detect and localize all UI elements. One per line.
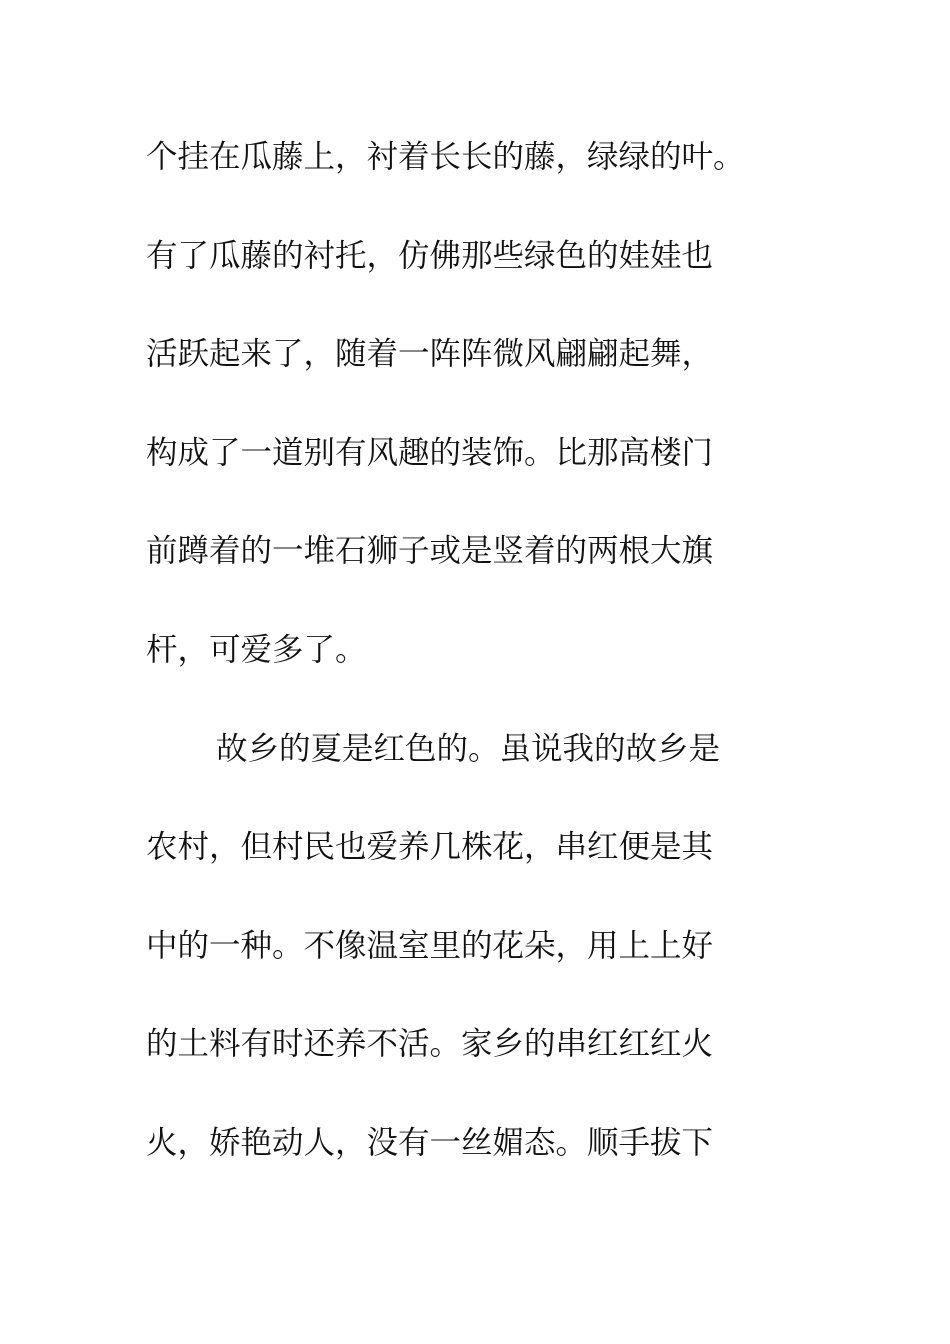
text-line: 的土料有时还养不活。家乡的串红红红火 xyxy=(146,1026,714,1063)
text-line: 火，娇艳动人，没有一丝媚态。顺手拔下 xyxy=(146,1124,714,1161)
text-line: 活跃起来了，随着一阵阵微风翩翩起舞， xyxy=(146,336,714,373)
text-line: 构成了一道别有风趣的装饰。比那高楼门 xyxy=(146,434,714,471)
text-line: 前蹲着的一堆石狮子或是竖着的两根大旗 xyxy=(146,533,714,570)
text-line: 杆，可爱多了。 xyxy=(146,631,367,668)
text-line: 中的一种。不像温室里的花朵，用上上好 xyxy=(146,927,714,964)
text-line: 个挂在瓜藤上，衬着长长的藤，绿绿的叶。 xyxy=(146,139,745,175)
paragraph-first-line: 故乡的夏是红色的。虽说我的故乡是 xyxy=(216,730,721,767)
body-text xyxy=(146,126,826,1211)
text-line: 农村，但村民也爱养几株花，串红便是其 xyxy=(146,829,714,866)
text-line: 有了瓜藤的衬托，仿佛那些绿色的娃娃也 xyxy=(146,237,714,274)
